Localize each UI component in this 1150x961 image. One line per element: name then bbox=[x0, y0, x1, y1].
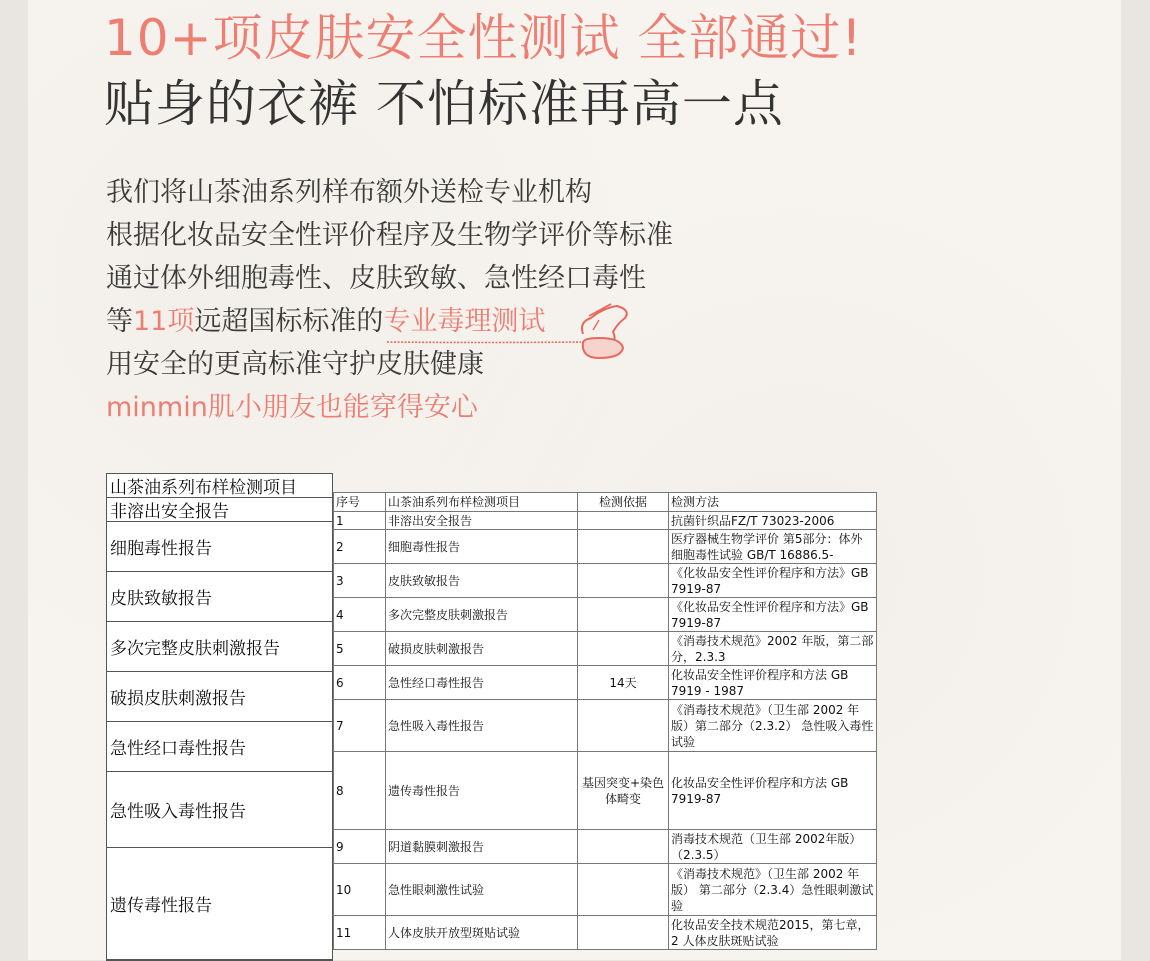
cell-no: 4 bbox=[334, 598, 386, 632]
left-list-item: 多次完整皮肤刺激报告 bbox=[107, 622, 332, 672]
table-row bbox=[334, 916, 877, 950]
description-line-3: 通过体外细胞毒性、皮肤致敏、急性经口毒性 bbox=[106, 263, 646, 294]
description-line-1: 我们将山茶油系列样布额外送检专业机构 bbox=[106, 177, 592, 208]
header-no: 序号 bbox=[334, 493, 386, 512]
left-list-item: 急性经口毒性报告 bbox=[107, 722, 332, 772]
cell-no: 11 bbox=[334, 916, 386, 950]
cell-basis bbox=[578, 916, 669, 950]
left-list-item: 急性吸入毒性报告 bbox=[107, 772, 332, 848]
cell-method: 化妆品安全性评价程序和方法 GB 7919 - 1987 bbox=[669, 666, 877, 700]
table-row bbox=[334, 830, 877, 864]
cell-method: 《化妆品安全性评价程序和方法》GB 7919-87 bbox=[669, 564, 877, 598]
headline-primary: 10+项皮肤安全性测试 全部通过! bbox=[104, 9, 863, 67]
table-row bbox=[334, 512, 877, 530]
header-basis: 检测依据 bbox=[578, 493, 669, 512]
left-inspection-list bbox=[106, 473, 333, 961]
table-row bbox=[334, 632, 877, 666]
cell-basis bbox=[578, 598, 669, 632]
cell-basis bbox=[578, 864, 669, 916]
cell-item: 破损皮肤刺激报告 bbox=[386, 632, 578, 666]
cell-no: 5 bbox=[334, 632, 386, 666]
table-row bbox=[334, 700, 877, 752]
description-line-2: 根据化妆品安全性评价程序及生物学评价等标准 bbox=[106, 220, 673, 251]
cell-basis bbox=[578, 512, 669, 530]
cell-item: 急性经口毒性报告 bbox=[386, 666, 578, 700]
cell-item: 急性眼刺激性试验 bbox=[386, 864, 578, 916]
cell-method: 医疗器械生物学评价 第5部分：体外细胞毒性试验 GB/T 16886.5- bbox=[669, 530, 877, 564]
cell-basis bbox=[578, 632, 669, 666]
cell-item: 遗传毒性报告 bbox=[386, 752, 578, 830]
left-list-item: 非溶出安全报告 bbox=[107, 498, 332, 522]
cell-basis bbox=[578, 700, 669, 752]
cell-method: 化妆品安全技术规范2015，第七章，2 人体皮肤斑贴试验 bbox=[669, 916, 877, 950]
cell-basis bbox=[578, 530, 669, 564]
table-header-row bbox=[334, 493, 877, 512]
cell-basis bbox=[578, 830, 669, 864]
cell-item: 阴道黏膜刺激报告 bbox=[386, 830, 578, 864]
table-row bbox=[334, 666, 877, 700]
table-row bbox=[334, 564, 877, 598]
cell-method: 化妆品安全性评价程序和方法 GB 7919-87 bbox=[669, 752, 877, 830]
toxicology-highlight: 专业毒理测试 bbox=[383, 306, 546, 337]
cell-method: 消毒技术规范（卫生部 2002年版）（2.3.5） bbox=[669, 830, 877, 864]
cell-item: 多次完整皮肤刺激报告 bbox=[386, 598, 578, 632]
cell-no: 6 bbox=[334, 666, 386, 700]
cell-no: 3 bbox=[334, 564, 386, 598]
table-row bbox=[334, 752, 877, 830]
test-report-table bbox=[333, 492, 877, 950]
cell-method: 《消毒技术规范》（卫生部 2002 年版）第二部分（2.3.2） 急性吸入毒性试验 bbox=[669, 700, 877, 752]
cell-no: 7 bbox=[334, 700, 386, 752]
lab-flask-doodle-icon bbox=[385, 296, 635, 366]
cell-no: 10 bbox=[334, 864, 386, 916]
cell-item: 急性吸入毒性报告 bbox=[386, 700, 578, 752]
table-row bbox=[334, 864, 877, 916]
left-list-item: 遗传毒性报告 bbox=[107, 848, 332, 960]
header-item: 山茶油系列布样检测项目 bbox=[386, 493, 578, 512]
cell-basis: 14天 bbox=[578, 666, 669, 700]
description-line-4-mid: 远超国标标准的 bbox=[194, 306, 384, 337]
test-count: 11项 bbox=[133, 306, 195, 337]
header-method: 检测方法 bbox=[669, 493, 877, 512]
cell-item: 人体皮肤开放型斑贴试验 bbox=[386, 916, 578, 950]
left-list-title: 山茶油系列布样检测项目 bbox=[107, 474, 332, 498]
left-list-item: 皮肤致敏报告 bbox=[107, 572, 332, 622]
description-line-4-pre: 等 bbox=[106, 306, 133, 337]
cell-method: 《消毒技术规范》（卫生部 2002 年版） 第二部分（2.3.4）急性眼刺激试验 bbox=[669, 864, 877, 916]
left-list-item: 破损皮肤刺激报告 bbox=[107, 672, 332, 722]
left-list-item: 细胞毒性报告 bbox=[107, 522, 332, 572]
cell-no: 8 bbox=[334, 752, 386, 830]
description-line-5: 用安全的更高标准守护皮肤健康 bbox=[106, 349, 484, 380]
cell-basis bbox=[578, 564, 669, 598]
cell-item: 非溶出安全报告 bbox=[386, 512, 578, 530]
cell-item: 细胞毒性报告 bbox=[386, 530, 578, 564]
table-row bbox=[334, 598, 877, 632]
cell-method: 《消毒技术规范》2002 年版，第二部分，2.3.3 bbox=[669, 632, 877, 666]
cell-basis: 基因突变+染色体畸变 bbox=[578, 752, 669, 830]
cell-no: 1 bbox=[334, 512, 386, 530]
cell-method: 《化妆品安全性评价程序和方法》GB 7919-87 bbox=[669, 598, 877, 632]
cell-method: 抗菌针织品FZ/T 73023-2006 bbox=[669, 512, 877, 530]
cell-no: 2 bbox=[334, 530, 386, 564]
headline-secondary: 贴身的衣裤 不怕标准再高一点 bbox=[104, 75, 784, 133]
cell-item: 皮肤致敏报告 bbox=[386, 564, 578, 598]
table-row bbox=[334, 530, 877, 564]
description-line-6: minmin肌小朋友也能穿得安心 bbox=[106, 392, 478, 423]
cell-no: 9 bbox=[334, 830, 386, 864]
